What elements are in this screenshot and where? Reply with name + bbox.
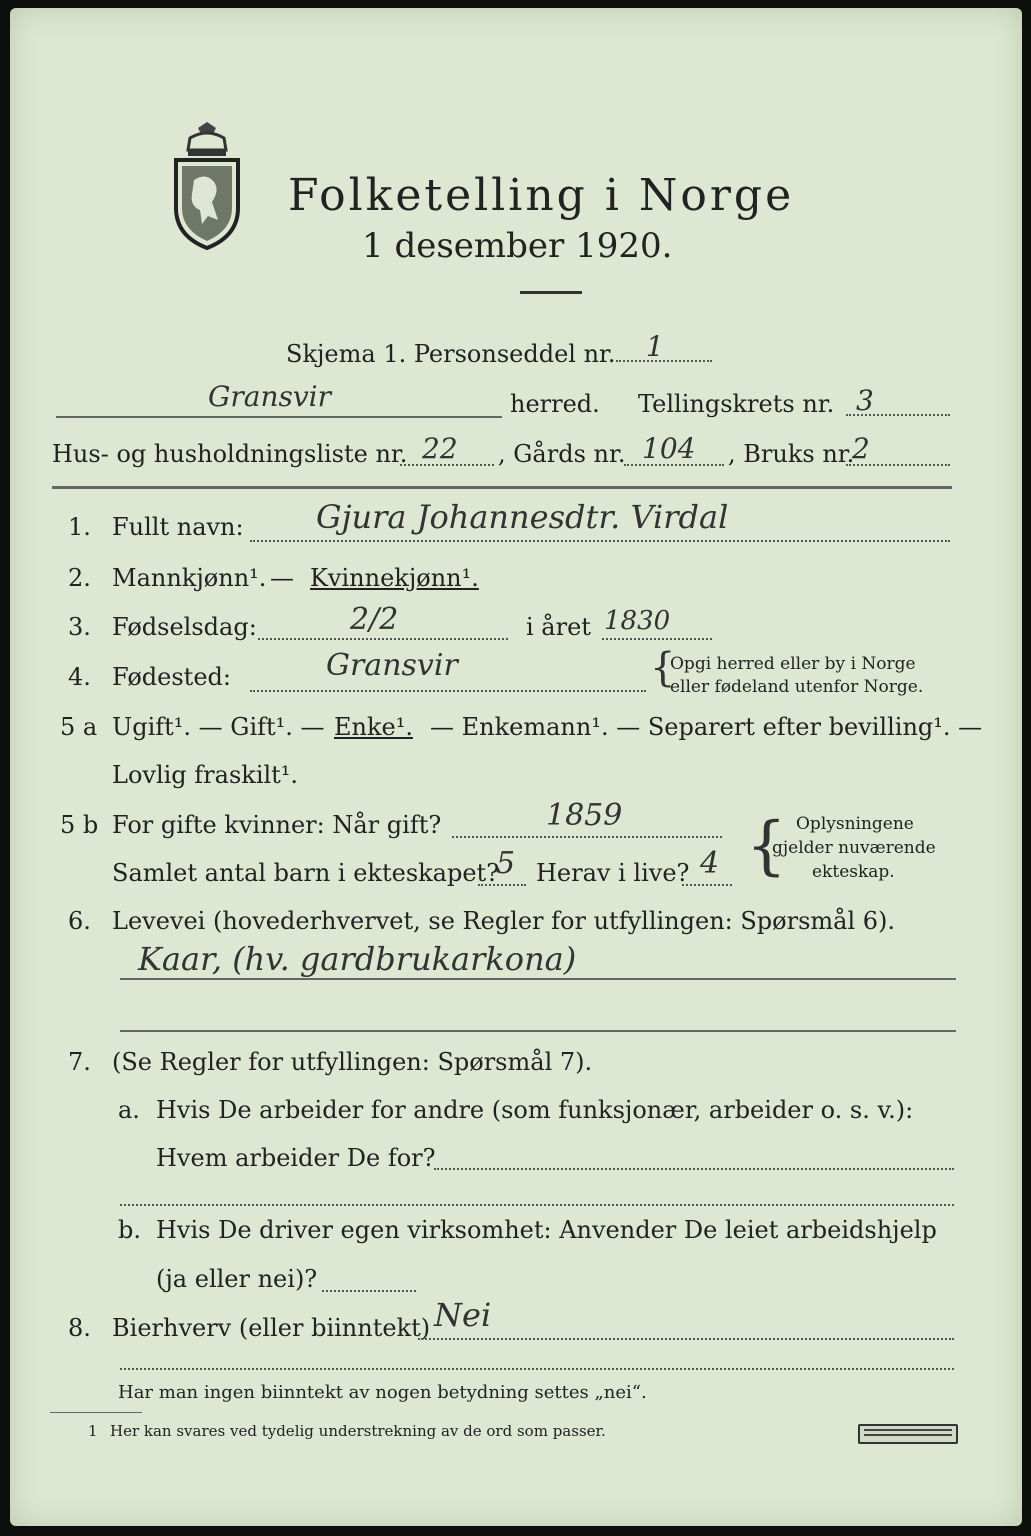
- bruks-value: 2: [852, 432, 870, 465]
- gards-value: 104: [642, 432, 696, 465]
- q4-value: Gransvir: [326, 648, 458, 683]
- q7a-line: [434, 1168, 954, 1170]
- q5b-label: For gifte kvinner: Når gift?: [112, 811, 442, 839]
- tellingskrets-value: 3: [856, 384, 874, 417]
- q1-number: 1.: [68, 513, 91, 541]
- q5a-rest: — Enkemann¹. — Separert efter bevilling¹. —: [430, 713, 983, 741]
- printer-stamp: [858, 1424, 958, 1444]
- q2-female: Kvinnekjønn¹.: [310, 564, 479, 592]
- q5a-number: 5 a: [60, 713, 98, 741]
- bruks-label: , Bruks nr.: [728, 440, 855, 468]
- q5b-number: 5 b: [60, 811, 99, 839]
- q8-number: 8.: [68, 1314, 91, 1342]
- q5a-selected: Enke¹.: [334, 713, 413, 741]
- q5a-line2: Lovlig fraskilt¹.: [112, 761, 299, 789]
- q4-brace: {: [650, 645, 676, 691]
- q8-label: Bierhverv (eller biinntekt): [112, 1314, 431, 1342]
- title-divider: [520, 291, 582, 294]
- q4-label: Fødested:: [112, 663, 231, 691]
- q4-note-2: eller fødeland utenfor Norge.: [670, 677, 924, 697]
- gards-label: , Gårds nr.: [498, 440, 626, 468]
- header-separator: [52, 486, 952, 489]
- q6-label: Levevei (hovederhvervet, se Regler for utfyllingen: Spørsmål 6).: [112, 907, 896, 935]
- biinntekt-note: Har man ingen biinntekt av nogen betydning settes „nei“.: [118, 1382, 647, 1403]
- herred-line: [56, 416, 502, 418]
- q7a-label: Hvis De arbeider for andre (som funksjonær, arbeider o. s. v.):: [156, 1096, 914, 1124]
- q3-value: 2/2: [350, 602, 399, 637]
- q7-number: 7.: [68, 1048, 91, 1076]
- footnote-text: Her kan svares ved tydelig understrekning av de ord som passer.: [110, 1422, 606, 1440]
- q3-line: [258, 638, 508, 640]
- tellingskrets-label: Tellingskrets nr.: [638, 390, 835, 418]
- herred-value: Gransvir: [208, 380, 332, 413]
- footnote-mark: 1: [88, 1422, 98, 1440]
- q5b-note-3: ekteskap.: [812, 862, 895, 882]
- coat-of-arms-icon: [168, 120, 246, 252]
- q4-line: [250, 690, 646, 692]
- q7-label: (Se Regler for utfyllingen: Spørsmål 7).: [112, 1048, 593, 1076]
- q8-value: Nei: [434, 1296, 492, 1334]
- q3-label: Fødselsdag:: [112, 613, 257, 641]
- q7b-line: [322, 1290, 416, 1292]
- q7b-label: Hvis De driver egen virksomhet: Anvender De leiet arbeidshjelp: [156, 1216, 937, 1244]
- q5b-alive-line: [682, 884, 732, 886]
- q5b-children-value: 5: [496, 846, 516, 881]
- q5b-note-1: Oplysningene: [796, 814, 914, 834]
- form-date: 1 desember 1920.: [362, 226, 673, 266]
- q2-dash: —: [270, 564, 294, 592]
- q7a-line-2: [120, 1204, 954, 1206]
- q5b-married-line: [452, 836, 722, 838]
- q7a-question: Hvem arbeider De for?: [156, 1144, 436, 1172]
- husholdningsliste-value: 22: [422, 432, 458, 465]
- q3-year-line: [602, 638, 712, 640]
- schema-label: Skjema 1. Personseddel nr.: [286, 340, 616, 368]
- q5b-brace: {: [746, 809, 787, 883]
- q3-number: 3.: [68, 613, 91, 641]
- q1-label: Fullt navn:: [112, 513, 244, 541]
- q4-note-1: Opgi herred eller by i Norge: [670, 654, 916, 674]
- q6-line-2: [120, 1030, 956, 1032]
- q4-number: 4.: [68, 663, 91, 691]
- form-title: Folketelling i Norge: [288, 170, 795, 221]
- q5b-note-2: gjelder nuværende: [772, 838, 936, 858]
- q3-year-label: i året: [526, 613, 591, 641]
- q7b-number: b.: [118, 1216, 141, 1244]
- q7a-number: a.: [118, 1096, 140, 1124]
- q8-line: [418, 1338, 954, 1340]
- husholdningsliste-label: Hus- og husholdningsliste nr.: [52, 440, 408, 468]
- q6-number: 6.: [68, 907, 91, 935]
- q5b-alive-label: Herav i live?: [536, 859, 690, 887]
- q5a-options: Ugift¹. — Gift¹. —: [112, 713, 325, 741]
- q5b-married-value: 1859: [546, 798, 623, 833]
- q2-number: 2.: [68, 564, 91, 592]
- q5b-alive-value: 4: [700, 846, 720, 881]
- personseddel-line: [616, 360, 712, 362]
- q5b-children-line: [478, 884, 526, 886]
- census-form: [10, 8, 1022, 1526]
- q8-line-2: [120, 1368, 954, 1370]
- q3-year-value: 1830: [604, 606, 671, 636]
- footnote-rule: [50, 1412, 142, 1413]
- q5b-children-label: Samlet antal barn i ekteskapet?: [112, 859, 500, 887]
- q1-value: Gjura Johannesdtr. Virdal: [316, 498, 729, 536]
- personseddel-value: 1: [646, 330, 664, 363]
- q6-value: Kaar, (hv. gardbrukarkona): [138, 940, 577, 978]
- q1-line: [250, 540, 950, 542]
- q2-male: Mannkjønn¹.: [112, 564, 267, 592]
- q6-line-1: [120, 978, 956, 980]
- herred-label: herred.: [510, 390, 600, 418]
- q7b-question: (ja eller nei)?: [156, 1265, 318, 1293]
